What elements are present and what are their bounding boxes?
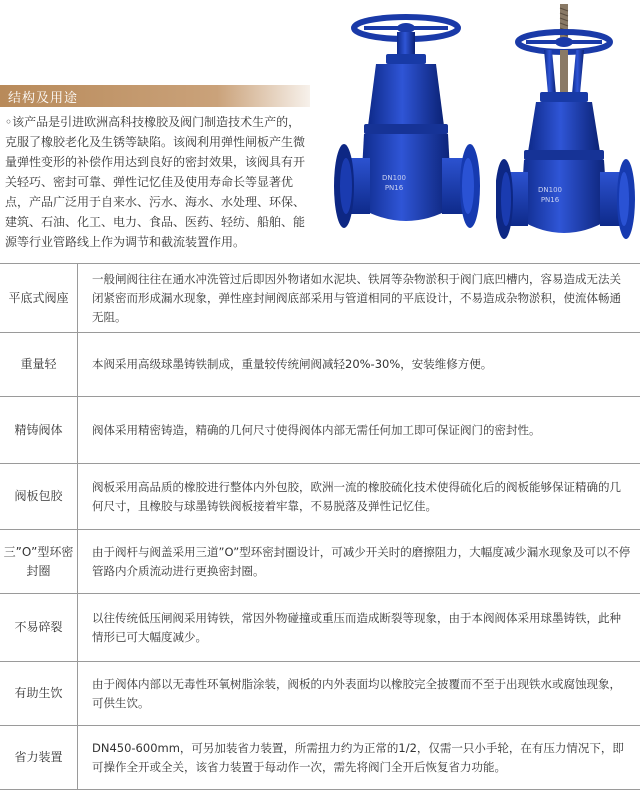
feature-desc: 以往传统低压闸阀采用铸铁，常因外物碰撞或重压而造成断裂等现象，由于本阀阀体采用球墨铸铁，此种情形已可大幅度减少。: [78, 594, 640, 662]
valve-image-1: [334, 8, 482, 254]
table-row: [0, 726, 640, 790]
table-row: [0, 333, 640, 397]
feature-label: 有助生饮: [0, 662, 78, 726]
feature-desc: 由于阀杆与阀盖采用三道”O”型环密封圈设计，可减少开关时的磨擦阻力，大幅度减少漏水现象及可以不停管路内介质流动进行更换密封圈。: [78, 530, 640, 594]
feature-label: 阀板包胶: [0, 464, 78, 530]
product-header: [0, 0, 640, 262]
feature-desc: 阀板采用高品质的橡胶进行整体内外包胶，欧洲一流的橡胶硫化技术使得硫化后的阀板能够保证精确的几何尺寸，且橡胶与球墨铸铁阀板接着牢靠，不易脱落及弹性记忆佳。: [78, 464, 640, 530]
feature-desc: DN450-600mm，可另加装省力装置，所需扭力约为正常的1/2，仅需一只小手轮，在有压力情况下，即可操作全开或全关，该省力装置于每动作一次，需先将阀门全开后恢复省力功能。: [78, 726, 640, 790]
table-row: [0, 530, 640, 594]
table-row: [0, 397, 640, 464]
feature-desc: 本阀采用高级球墨铸铁制成，重量较传统闸阀减轻20%-30%，安装维修方便。: [78, 333, 640, 397]
feature-label: 三”O”型环密封圈: [0, 530, 78, 594]
feature-label: 重量轻: [0, 333, 78, 397]
valve-1-marking-pn: PN16: [384, 184, 404, 192]
feature-label: 平底式阀座: [0, 264, 78, 333]
feature-desc: 阀体采用精密铸造，精确的几何尺寸使得阀体内部无需任何加工即可保证阀门的密封性。: [78, 397, 640, 464]
intro-paragraph: ◦该产品是引进欧洲高科技橡胶及阀门制造技术生产的，克服了橡胶老化及生锈等缺陷。该阀利用弹性闸板产生微量弹性变形的补偿作用达到良好的密封效果，该阀具有开关轻巧、密封可靠、弹性记忆佳及使用寿命长等显著优点，产品广泛用于自来水、污水、海水、水处理、环保、建筑、石油、化工、电力、食品、医药、轻纺、船舶、能源等行业管路线上作为调节和截流装置作用。: [5, 115, 306, 249]
feature-label: 精铸阀体: [0, 397, 78, 464]
feature-label: 不易碎裂: [0, 594, 78, 662]
valve-1-marking-dn: DN100: [382, 174, 406, 182]
feature-label: 省力装置: [0, 726, 78, 790]
table-row: [0, 662, 640, 726]
valve-2-marking-pn: PN16: [540, 196, 560, 204]
table-row: [0, 594, 640, 662]
table-row: [0, 464, 640, 530]
table-row: [0, 264, 640, 333]
valve-image-2: [496, 2, 636, 254]
features-table: [0, 263, 640, 790]
feature-desc: 由于阀体内部以无毒性环氧树脂涂装，阀板的内外表面均以橡胶完全披覆而不至于出现铁水或腐蚀现象，可供生饮。: [78, 662, 640, 726]
section-header-bar: [0, 85, 310, 107]
section-title: 结构及用途: [8, 91, 79, 106]
valve-2-marking-dn: DN100: [538, 186, 562, 194]
feature-desc: 一般闸阀往往在通水冲洗管过后即因外物诸如水泥块、铁屑等杂物淤积于阀门底凹槽内，容易造成无法关闭紧密而形成漏水现象，弹性座封闸阀底部采用与管道相同的平底设计，不易造成杂物淤积，使流体畅通无阻。: [78, 264, 640, 333]
